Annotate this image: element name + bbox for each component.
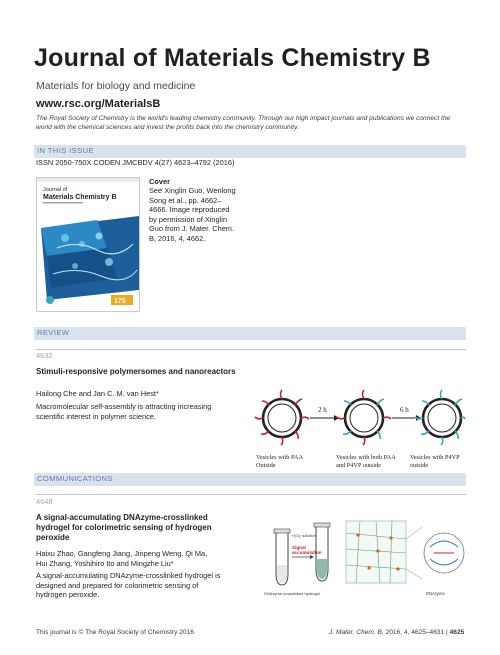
vesicle-p4vp-icon <box>415 390 465 445</box>
cover-badge: 175 <box>114 298 126 305</box>
label-h2o2: H₂O₂ solution <box>292 533 317 538</box>
communications-bar <box>34 473 466 486</box>
communications-title-link[interactable]: A signal-accumulating DNAzyme-crosslinked hydrogel for colorimetric sensing of hydrogen peroxide <box>36 513 212 542</box>
communications-authors: Haixu Zhao, Gangfeng Jiang, Jinpeng Weng, Qi Ma, Hui Zhang, Yoshihiro Ito and Mingzhe Liu* <box>36 549 208 568</box>
in-this-issue-heading: IN THIS ISSUE <box>37 146 94 155</box>
cover-art <box>37 178 139 311</box>
communications-heading: COMMUNICATIONS <box>37 474 113 483</box>
footer-journal: J. Mater. Chem. B, <box>329 629 384 636</box>
communications-page-number: 4648 <box>36 497 53 506</box>
caption1-line2: Outside <box>256 462 276 469</box>
vesicle-paa-icon <box>255 390 309 445</box>
rsc-blurb: The Royal Society of Chemistry is the world's leading chemistry community. Through our high impact journals and publications we connect the world with the chemical sciences and invest the profits back into the chemistry community. <box>36 115 451 131</box>
test-tube-icon <box>274 529 290 585</box>
review-bar <box>34 327 466 340</box>
review-abstract: Macromolecular self-assembly is attracting increasing scientific interest in polymer science. <box>36 402 212 421</box>
communications-divider <box>36 494 466 495</box>
footer-volume: 2016, 4, 4625–4631 | <box>383 629 450 636</box>
label-dnazyme: DNAzyme <box>426 591 445 596</box>
caption2-line2: and P4VP outside <box>336 462 381 469</box>
journal-url-link[interactable]: www.rsc.org/MaterialsB <box>36 98 161 110</box>
caption2-line1: Vesicles with both PAA <box>336 454 396 461</box>
caption1-line1: Vesicles with PAA <box>256 454 303 461</box>
hydrogel-network-icon <box>346 521 406 583</box>
review-authors: Hailong Che and Jan C. M. van Hest* <box>36 389 159 398</box>
journal-title: Journal of Materials Chemistry B <box>34 44 431 72</box>
footer-copyright: This journal is © The Royal Society of Chemistry 2016 <box>36 629 194 636</box>
journal-subtitle: Materials for biology and medicine <box>36 80 196 92</box>
cover-title-line2: Materials Chemistry B <box>43 194 117 201</box>
review-heading: REVIEW <box>37 328 70 337</box>
footer-page-number: 4625 <box>449 629 465 636</box>
arrow1-label: 2 h <box>318 406 327 414</box>
issn-line: ISSN 2050-750X CODEN JMCBDV 4(27) 4623–4792 (2016) <box>36 158 235 167</box>
label-hydrogel: DNAzyme-crosslinked hydrogel <box>264 591 320 596</box>
communications-abstract: A signal-accumulating DNAzyme-crosslinked hydrogel is designed and prepared for colorimetric sensing of hydrogen peroxide. <box>36 571 221 599</box>
test-tube-signal-icon <box>314 523 330 581</box>
label-signal: Signal <box>292 545 306 550</box>
cover-label: Cover <box>149 177 170 186</box>
vesicle-mixed-icon <box>337 390 391 445</box>
caption3-line2: outside <box>410 462 429 469</box>
arrow2-label: 6 h <box>400 406 409 414</box>
review-figure <box>252 378 466 478</box>
footer-citation <box>329 629 464 636</box>
cover-title-line1: Journal of <box>43 187 68 193</box>
label-accumulation: accumulation <box>292 550 322 555</box>
review-title-link[interactable]: Stimuli-responsive polymersomes and nanoreactors <box>36 367 236 376</box>
caption3-line1: Vesicles with P4VP <box>410 454 460 461</box>
dnazyme-detail-icon <box>406 527 464 579</box>
in-this-issue-bar <box>34 145 466 158</box>
cover-image[interactable] <box>36 177 140 312</box>
review-page-number: 4632 <box>36 351 53 360</box>
communications-figure <box>262 513 466 601</box>
cover-text: See Xinglin Guo, Wenlong Song et al., pp. 4662–4666. Image reproduced by permission of Xinglin Guo from J. Mater. Chem. B, 2016, 4, 4662. <box>149 186 236 243</box>
review-divider <box>36 349 466 350</box>
